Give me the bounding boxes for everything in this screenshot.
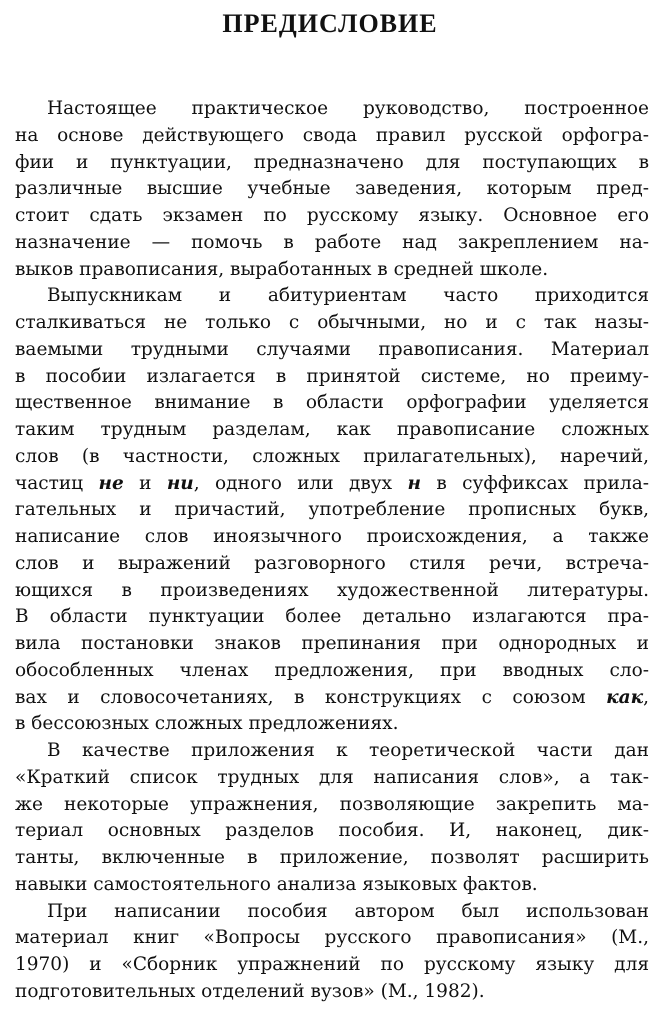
text-segment: «Краткий список трудных для написания слов», а так- — [15, 766, 649, 788]
text-segment: же некоторые упражнения, позволяющие закрепить ма- — [15, 793, 649, 815]
text-line — [15, 471, 649, 498]
text-segment: на основе действующего свода правил русской орфогра- — [15, 124, 649, 146]
text-segment: слов (в частности, сложных прилагательных), наречий, — [15, 445, 649, 467]
text-segment: танты, включенные в приложение, позволят расширить — [15, 847, 649, 868]
text-line — [15, 604, 649, 631]
text-line — [15, 711, 649, 738]
text-segment: ваемыми трудными случаями правописания. Материал — [15, 338, 649, 360]
text-segment: частиц — [15, 472, 99, 494]
text-segment: вах и словосочетаниях, в конструкциях с союзом — [15, 686, 607, 708]
text-segment: Настоящее практическое руководство, построенное — [47, 98, 649, 119]
text-segment: назначение — помочь в работе над закреплением на- — [15, 231, 649, 253]
text-line — [15, 925, 649, 952]
paragraph — [15, 96, 649, 283]
text-segment: и — [123, 472, 167, 494]
text-segment: гательных и причастий, употребление прописных букв, — [15, 499, 649, 521]
text-segment: сталкиваться не только с обычными, но и с так назы- — [15, 312, 649, 333]
page-title: ПРЕДИСЛОВИЕ — [222, 9, 438, 38]
text-segment: таким трудным разделам, как правописание сложных — [15, 419, 649, 440]
text-line — [15, 818, 649, 845]
text-segment: подготовительных отделений вузов» (М., 1982). — [15, 980, 485, 1002]
emphasized-word: н — [407, 472, 421, 494]
paragraph — [15, 738, 649, 899]
text-line — [15, 337, 649, 364]
text-line — [15, 845, 649, 872]
text-line — [15, 578, 649, 605]
text-line — [15, 230, 649, 257]
text-segment: ющихся в произведениях художественной литературы. — [15, 579, 649, 601]
text-segment: , — [643, 686, 649, 708]
text-line — [15, 631, 649, 658]
text-line — [15, 257, 649, 284]
text-segment: , одного или двух — [193, 472, 408, 494]
text-segment: щественное внимание в области орфографии уделяется — [15, 392, 649, 414]
text-line — [15, 952, 649, 979]
text-line — [15, 203, 649, 230]
text-segment: написание слов иноязычного происхождения, а также — [15, 526, 649, 547]
text-segment: 1970) и «Сборник упражнений по русскому языку для — [15, 954, 649, 975]
text-segment: стоит сдать экзамен по русскому языку. Основное его — [15, 205, 649, 226]
text-segment: материал книг «Вопросы русского правописания» (М., — [15, 927, 649, 949]
text-line — [15, 765, 649, 792]
text-line — [15, 685, 649, 712]
text-line — [15, 979, 649, 1006]
text-line — [15, 872, 649, 899]
emphasized-word: как — [606, 686, 644, 708]
text-segment: слов и выражений разговорного стиля речи, встреча- — [15, 552, 649, 574]
text-line — [15, 310, 649, 337]
text-line — [15, 658, 649, 685]
text-segment: В качестве приложения к теоретической части дан — [47, 740, 649, 761]
text-line — [15, 390, 649, 417]
text-line — [15, 123, 649, 150]
text-line — [15, 551, 649, 578]
text-segment: в суффиксах прила- — [421, 472, 649, 494]
text-line — [15, 283, 649, 310]
text-line — [15, 792, 649, 819]
text-segment: вила постановки знаков препинания при однородных и — [15, 633, 649, 654]
text-segment: выков правописания, выработанных в средней школе. — [15, 258, 549, 280]
emphasized-word: ни — [166, 472, 194, 494]
text-line — [15, 176, 649, 203]
text-segment: При написании пособия автором был использован — [47, 900, 649, 922]
text-segment: В области пунктуации более детально излагаются пра- — [15, 606, 649, 628]
text-line — [15, 524, 649, 551]
text-segment: фии и пунктуации, предназначено для поступающих в — [15, 151, 649, 173]
paragraph — [15, 283, 649, 738]
text-segment: териал основных разделов пособия. И, наконец, дик- — [15, 820, 649, 842]
text-segment: различные высшие учебные заведения, которым пред- — [15, 178, 649, 200]
preface-body — [15, 96, 649, 1006]
text-segment: навыки самостоятельного анализа языковых фактов. — [15, 873, 538, 895]
text-line — [15, 150, 649, 177]
text-segment: Выпускникам и абитуриентам часто приходится — [47, 285, 649, 307]
text-line — [15, 497, 649, 524]
text-segment: в пособии излагается в принятой системе, но преиму- — [15, 365, 649, 387]
text-segment: в бессоюзных сложных предложениях. — [15, 713, 399, 735]
text-line — [15, 444, 649, 471]
text-line — [15, 417, 649, 444]
text-line — [15, 738, 649, 765]
emphasized-word: не — [98, 472, 124, 494]
paragraph — [15, 899, 649, 1006]
text-segment: обособленных членах предложения, при вводных сло- — [15, 659, 649, 681]
text-line — [15, 96, 649, 123]
text-line — [15, 899, 649, 926]
text-line — [15, 364, 649, 391]
